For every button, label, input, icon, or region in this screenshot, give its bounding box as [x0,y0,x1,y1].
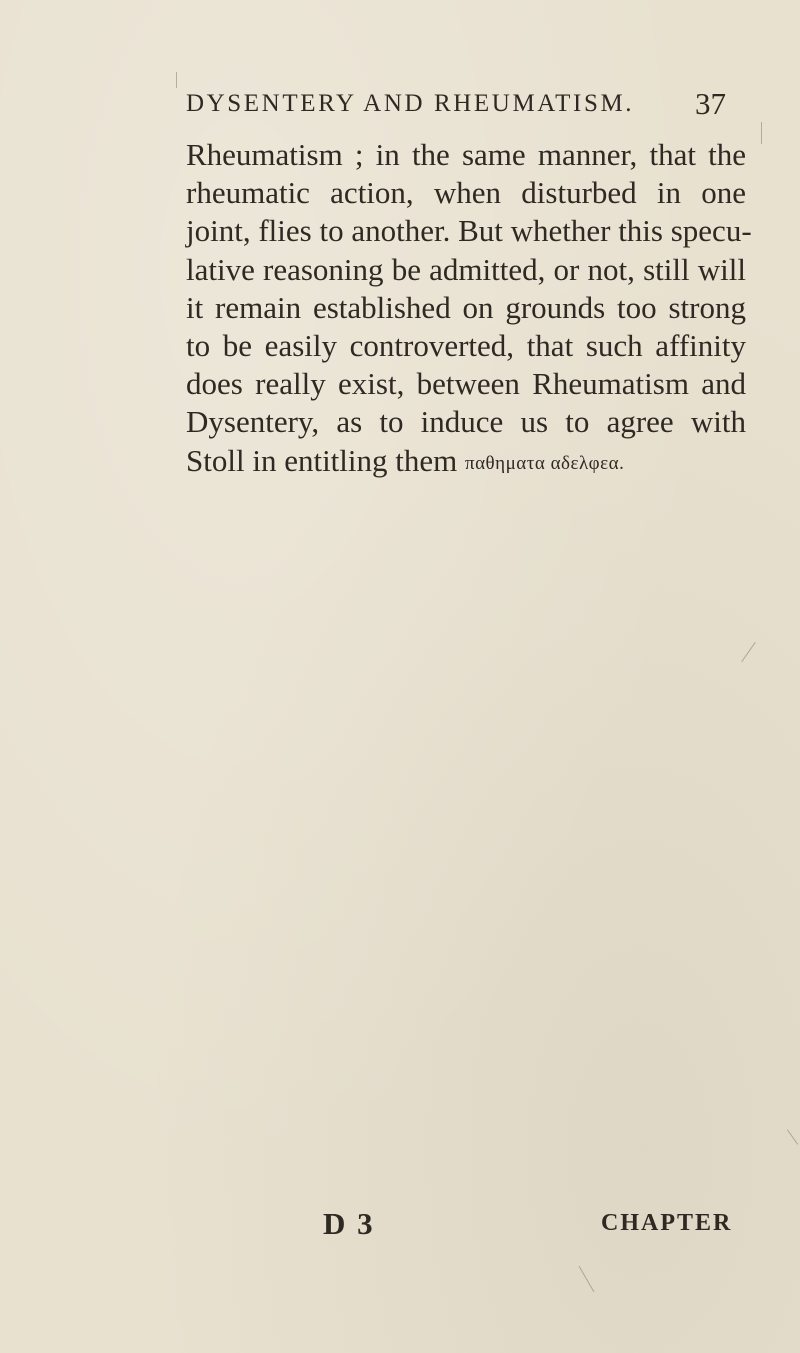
text-line: to be easily controverted, that such affinity [186,328,746,364]
text-line: joint, flies to another. But whether this specu- [186,213,752,249]
paper-speck [579,1266,595,1292]
text-line: it remain established on grounds too strong [186,289,746,325]
text-line: lative reasoning be admitted, or not, still will [186,251,746,287]
running-head [186,86,726,126]
paper-speck [741,642,756,662]
paper-speck [761,122,762,144]
text-line: rheumatic action, when disturbed in one [186,175,746,211]
text-line: Dysentery, as to induce us to agree with [186,404,746,440]
paper-speck [176,72,177,88]
greek-phrase: παθηματα αδελφεα. [465,452,625,474]
paper-speck [787,1129,798,1144]
body-paragraph [186,136,752,483]
catchword: CHAPTER [601,1210,733,1236]
final-line-text: Stoll in entitling them [186,442,458,478]
signature-mark: D 3 [323,1206,375,1241]
running-title: DYSENTERY AND RHEUMATISM. [186,90,635,117]
text-line: does really exist, between Rheumatism and [186,366,746,402]
text-line: Rheumatism ; in the same manner, that the [186,137,746,172]
page-number: 37 [695,86,726,121]
text-line-final [186,442,746,483]
